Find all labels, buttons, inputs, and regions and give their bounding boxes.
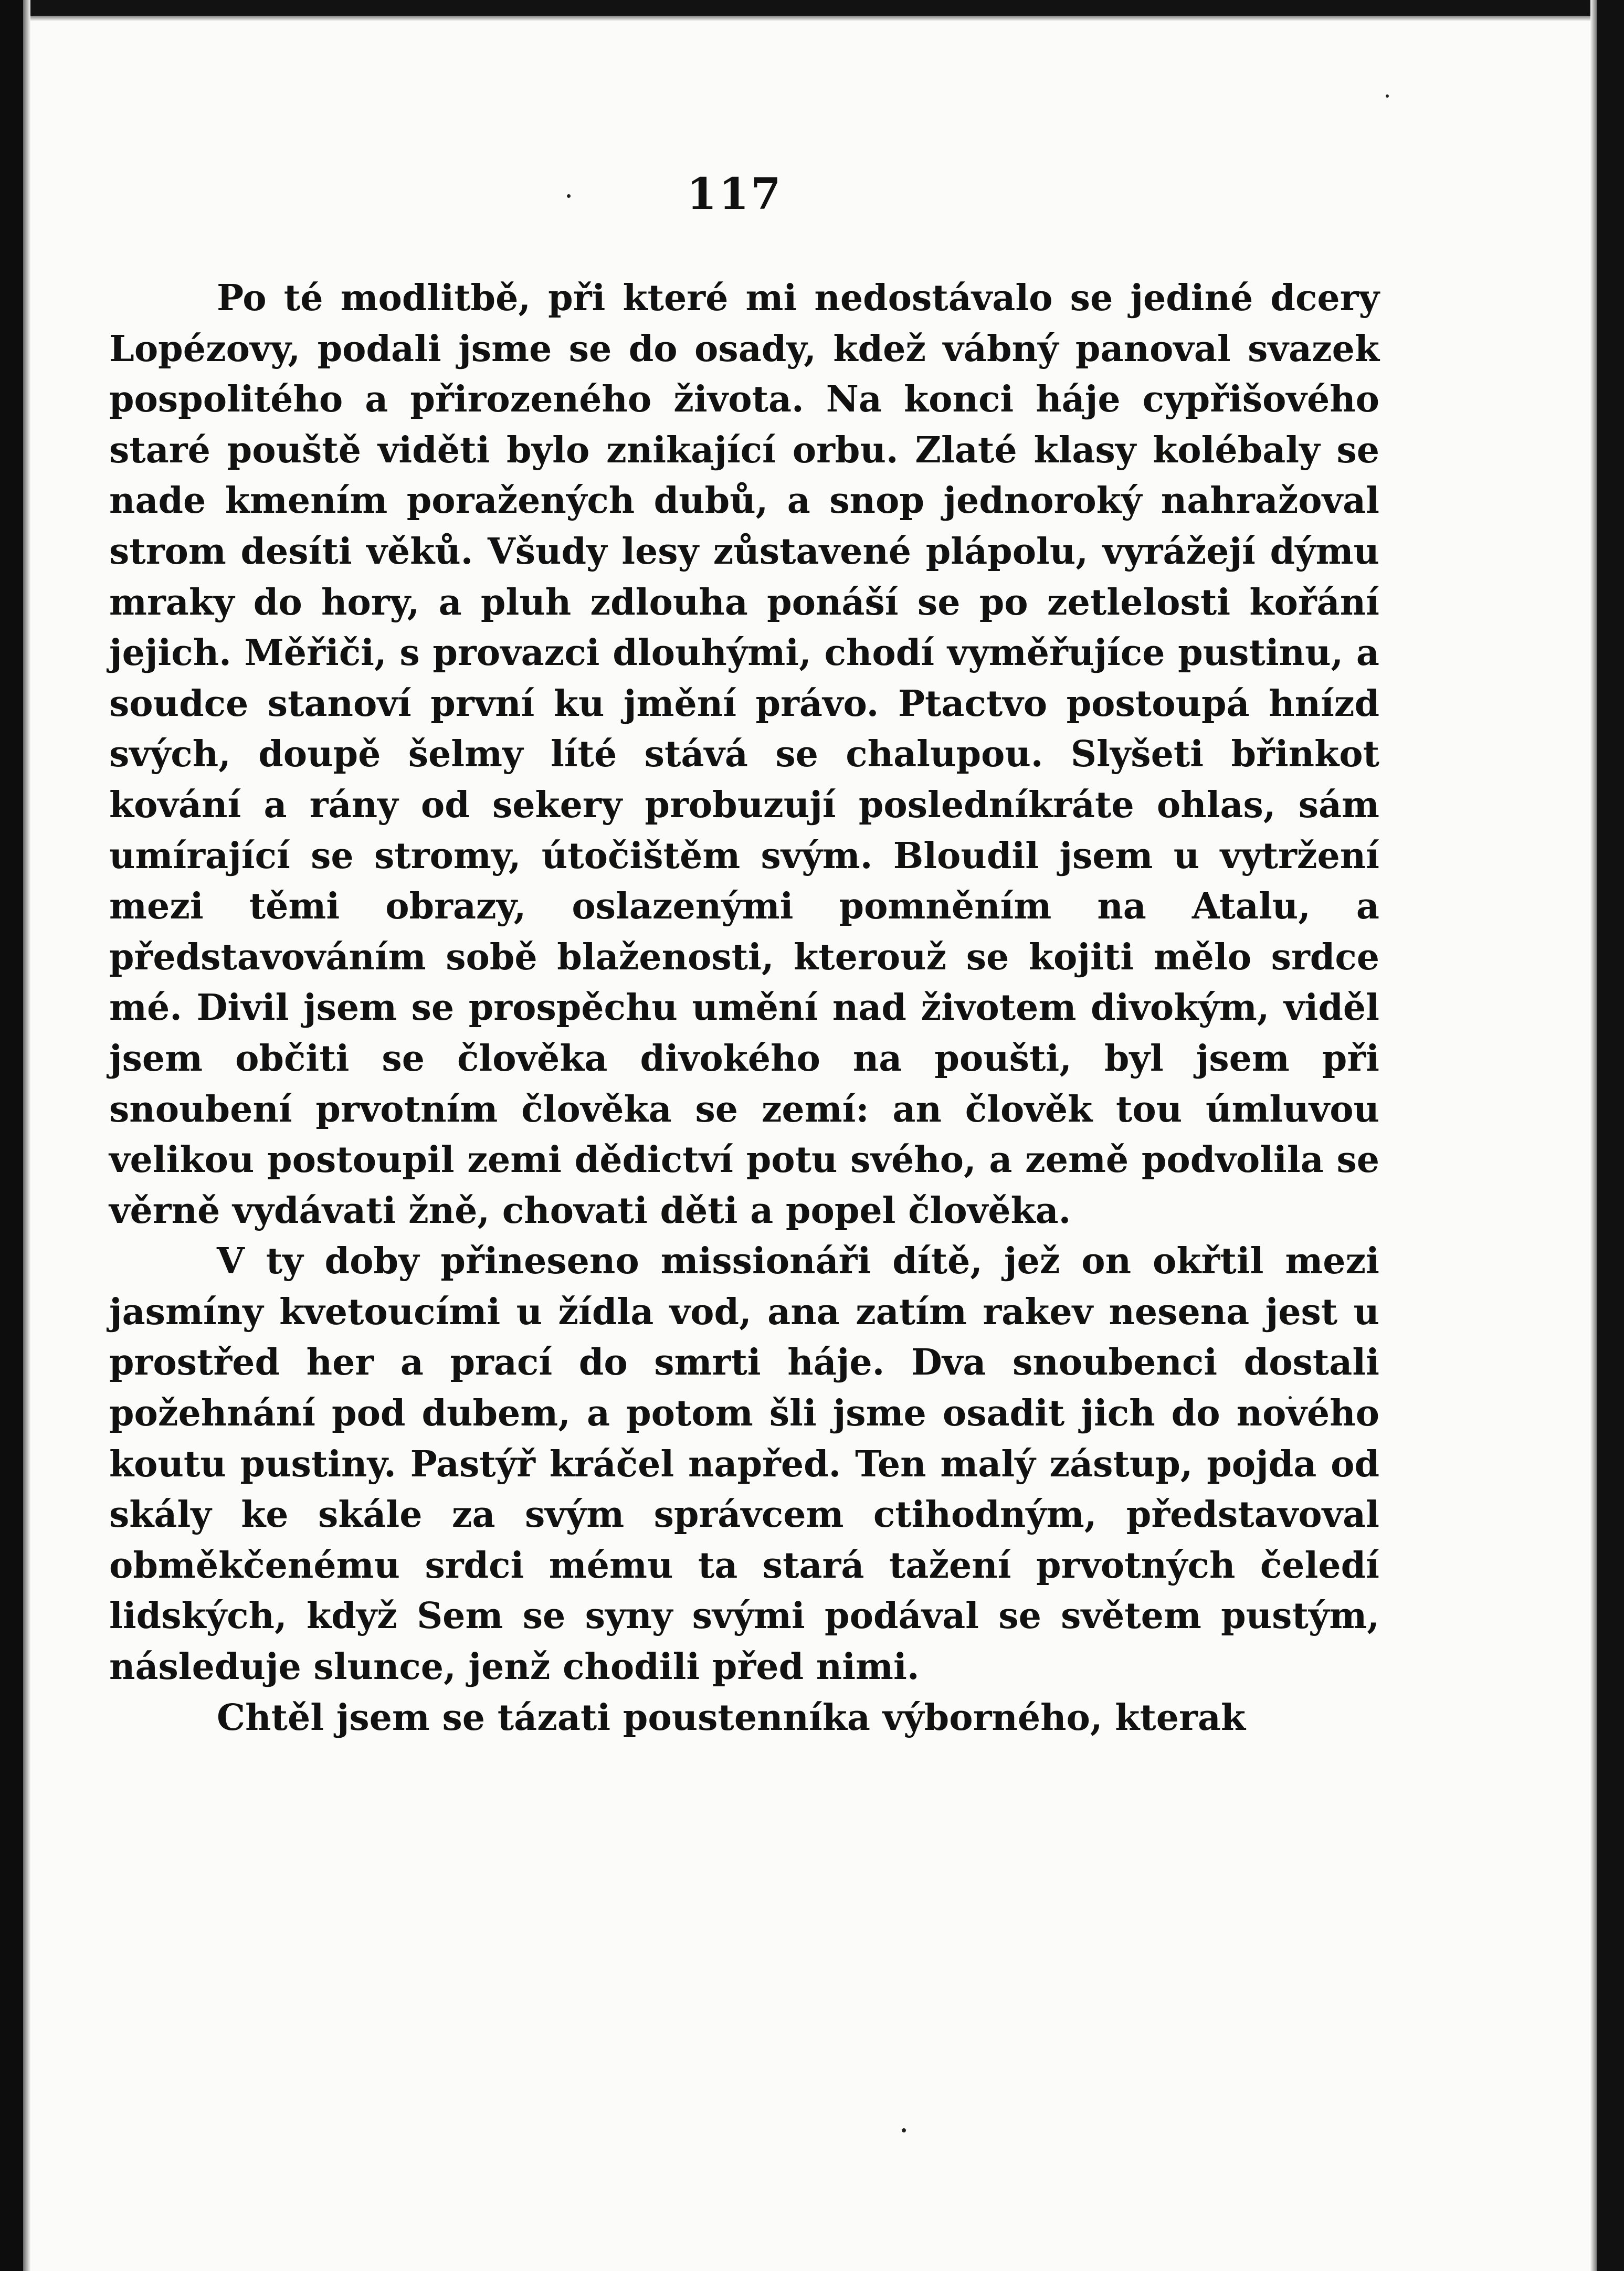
dust-speck: [1386, 94, 1389, 98]
dust-speck: [902, 2128, 906, 2132]
paragraph: Chtěl jsem se tázati poustenníka výborného, kterak: [217, 1696, 1246, 1739]
paragraph: Po té modlitbě, při které mi nedostávalo se jediné dcery Lopézovy, podali jsme se do osady, kdež vábný panoval svazek pospolitého a přirozeného života. Na konci háje cypřišového staré pouště viděti bylo znikající orbu. Zlaté klasy kolébaly se nade kmením poražených dubů, a snop jednoroký nahražoval strom desíti věků. Všudy lesy zůstavené plápolu, vyrážejí dýmu mraky do hory, a pluh zdlouha ponáší se po zetlelosti kořání jejich. Měřiči, s provazci dlouhými, chodí vyměřujíce pustinu, a soudce stanoví první ku jmění právo. Ptactvo postoupá hnízd svých, doupě šelmy líté stává se chalupou. Slyšeti břinkot kování a rány od sekery probuzují posledníkráte ohlas, sám umírající se stromy, útočištěm svým. Bloudil jsem u vytržení mezi těmi obrazy, oslazenými pomněním na Atalu, a představováním sobě blaženosti, kterouž se kojiti mělo srdce mé. Divil jsem se prospěchu umění nad životem divokým, viděl jsem občiti se člověka divokého na poušti, byl jsem při snoubení prvotním člověka se zemí: an člověk tou úmluvou velikou postoupil zemi dědictví potu svého, a země podvolila se věrně vydávati žně, chovati děti a popel člověka.: [109, 277, 1379, 1232]
dust-speck: [567, 194, 571, 198]
scan-top-border: [0, 0, 1624, 16]
page-number: 117: [687, 169, 783, 219]
scan-right-border: [1597, 0, 1624, 2271]
scan-left-shadow: [23, 0, 30, 2271]
body-text: [109, 273, 1379, 1743]
scan-top-shadow: [0, 16, 1624, 21]
scan-left-border: [0, 0, 23, 2271]
paragraph: V ty doby přineseno missionáři dítě, jež on okřtil mezi jasmíny kvetoucími u žídla vod, ana zatím rakev nesena jest u prostřed her a prací do smrti háje. Dva snoubenci dostali požehnání pod dubem, a potom šli jsme osadit jich do nového koutu pustiny. Pastýř kráčel napřed. Ten malý zástup, pojda od skály ke skále za svým správcem ctihodným, představoval obměkčenému srdci mému ta stará tažení prvotných čeledí lidských, když Sem se syny svými podával se světem pustým, následuje slunce, jenž chodili před nimi.: [109, 1240, 1379, 1688]
scan-right-shadow: [1590, 0, 1597, 2271]
